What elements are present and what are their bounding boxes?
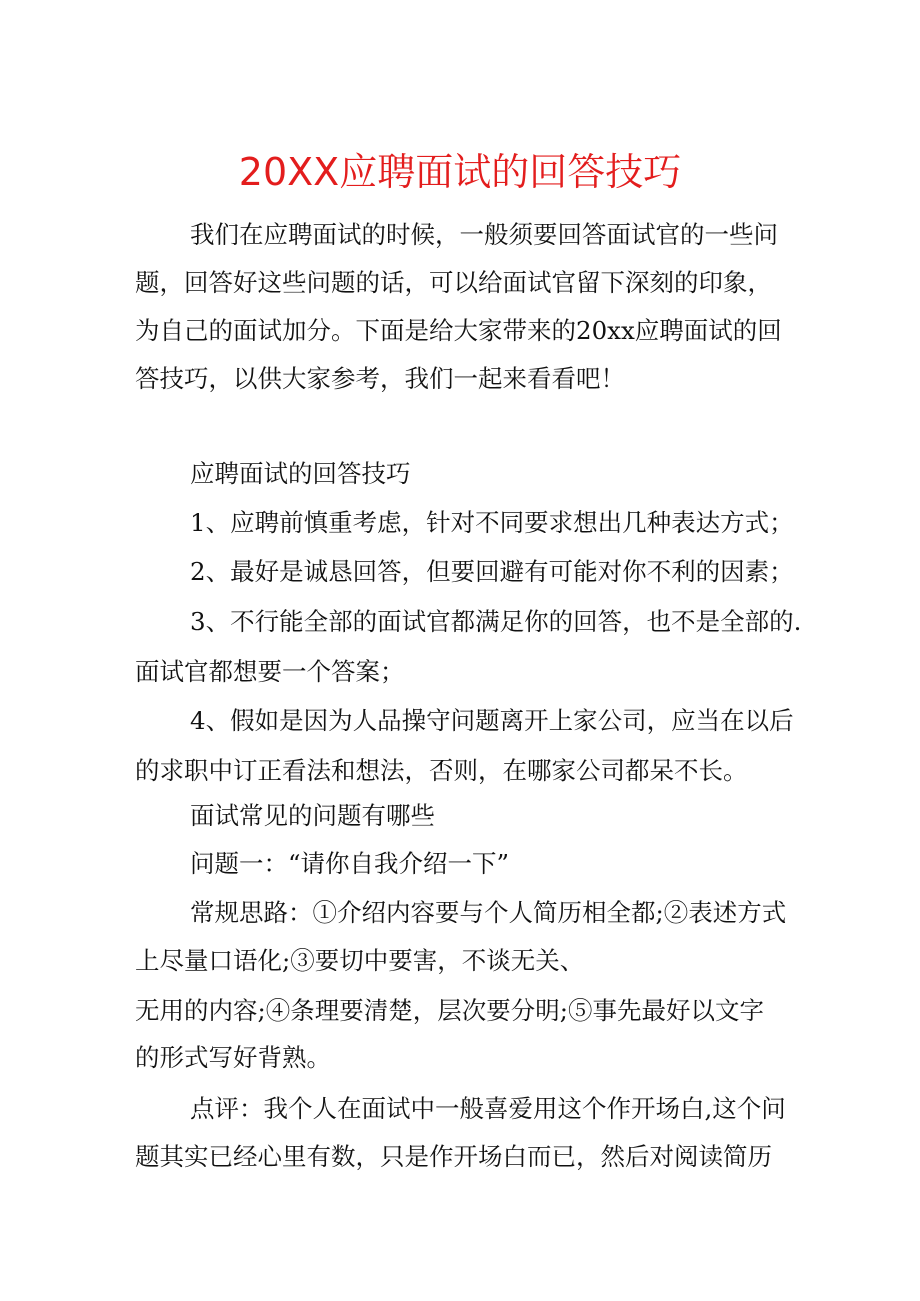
intro-line-2: 题，回答好这些问题的话，可以给面试官留下深刻的印象，: [135, 268, 772, 297]
tip-1: 1、应聘前慎重考虑，针对不同要求想出几种表达方式；: [190, 508, 794, 537]
question-1: 问题一：“请你自我介绍一下”: [190, 849, 510, 878]
intro-line-3: 为自己的面试加分。下面是给大家带来的20xx应聘面试的回: [135, 316, 782, 345]
tip-3-line-2: 面试官都想要一个答案；: [135, 657, 405, 686]
tip-3-line-1: 3、不行能全部的面试官都满足你的回答，也不是全部的.: [190, 607, 802, 636]
section-heading-questions: 面试常见的问题有哪些: [190, 801, 435, 830]
approach-line-4: 的形式写好背熟。: [135, 1043, 331, 1072]
comment-line-1: 点评：我个人在面试中一般喜爱用这个作开场白,这个问: [190, 1094, 786, 1123]
intro-line-1: 我们在应聘面试的时候，一般须要回答面试官的一些问: [190, 220, 778, 249]
section-heading-tips: 应聘面试的回答技巧: [190, 459, 411, 488]
approach-line-2: 上尽量口语化;③要切中要害，不谈无关、: [135, 946, 585, 975]
tip-4-line-1: 4、假如是因为人品操守问题离开上家公司，应当在以后: [190, 706, 794, 735]
intro-line-4: 答技巧，以供大家参考，我们一起来看看吧！: [135, 364, 625, 393]
tip-4-line-2: 的求职中订正看法和想法，否则，在哪家公司都呆不长。: [135, 756, 748, 785]
document-title: 20XX应聘面试的回答技巧: [238, 150, 682, 194]
tip-2: 2、最好是诚恳回答，但要回避有可能对你不利的因素；: [190, 557, 794, 586]
comment-line-2: 题其实已经心里有数，只是作开场白而已，然后对阅读简历: [135, 1142, 772, 1171]
approach-line-3: 无用的内容;④条理要清楚，层次要分明;⑤事先最好以文字: [135, 996, 765, 1025]
approach-line-1: 常规思路：①介绍内容要与个人简历相全都;②表述方式: [190, 898, 787, 927]
